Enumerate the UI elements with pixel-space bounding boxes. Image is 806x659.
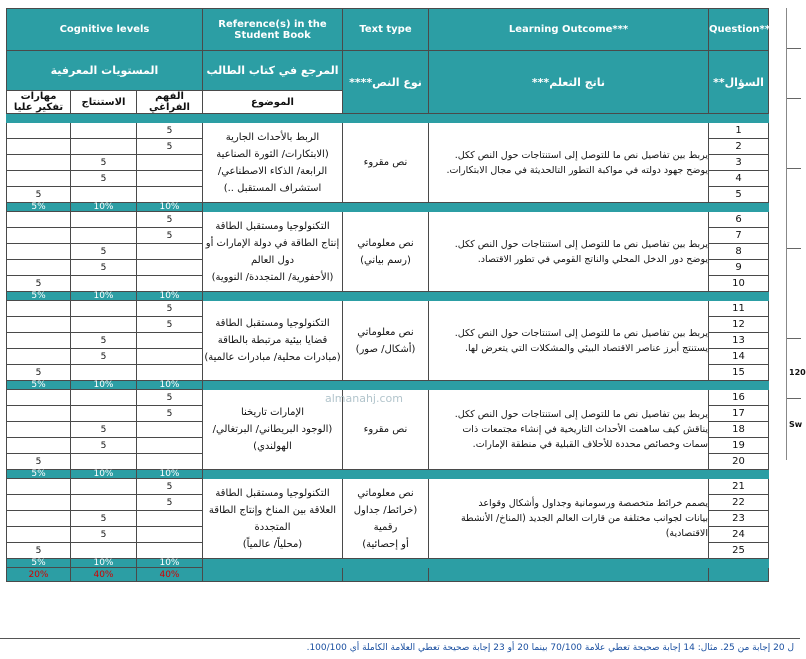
text-type-line: (خرائط/ جداول رقمية xyxy=(353,504,418,533)
inference-score xyxy=(71,317,137,333)
inference-score: 5 xyxy=(71,171,137,187)
inference-score: 5 xyxy=(71,155,137,171)
higher-thinking-score xyxy=(7,511,71,527)
question-number: 22 xyxy=(709,495,769,511)
literal-score xyxy=(137,543,203,559)
band-filler xyxy=(429,470,709,479)
band-filler xyxy=(343,559,429,568)
higher-thinking-score xyxy=(7,406,71,422)
higher-thinking-score xyxy=(7,212,71,228)
outcome-line: يستنتج أبرز عناصر الاقتصاد البيئي والمشكلات التي يتعرض لها. xyxy=(464,342,708,354)
inference-score: 5 xyxy=(71,438,137,454)
text-type-cell xyxy=(343,212,429,292)
higher-thinking-percent: 5% xyxy=(7,292,71,301)
reference-line: (الأحفورية/ المتجددة/ النووية) xyxy=(211,271,334,283)
band-filler xyxy=(203,559,343,568)
higher-thinking-score xyxy=(7,333,71,349)
learning-outcome-cell xyxy=(429,390,709,470)
total-inference: 40% xyxy=(71,568,137,582)
higher-thinking-score xyxy=(7,260,71,276)
band-filler xyxy=(709,470,769,479)
literal-score xyxy=(137,422,203,438)
level-higher-thinking: مهارات تفكير عليا xyxy=(7,91,71,114)
reference-line: (محلياً/ عالمياً) xyxy=(242,538,303,550)
learning-outcome-cell xyxy=(429,212,709,292)
specification-table xyxy=(6,8,769,582)
inference-percent: 10% xyxy=(71,203,137,212)
reference-line: دول العالم xyxy=(250,254,295,266)
question-number: 3 xyxy=(709,155,769,171)
level-literal: الفهم الفراغي xyxy=(137,91,203,114)
inference-score: 5 xyxy=(71,527,137,543)
literal-score xyxy=(137,276,203,292)
question-header-ar: **السؤال xyxy=(709,51,769,114)
higher-thinking-percent: 5% xyxy=(7,203,71,212)
total-literal: 40% xyxy=(137,568,203,582)
totals-row xyxy=(7,568,769,582)
higher-thinking-score xyxy=(7,139,71,155)
band-filler xyxy=(343,470,429,479)
inference-score xyxy=(71,139,137,155)
literal-percent: 10% xyxy=(137,470,203,479)
literal-score xyxy=(137,511,203,527)
higher-thinking-score xyxy=(7,438,71,454)
totals-filler xyxy=(343,568,429,582)
reference-cell xyxy=(203,390,343,470)
question-number: 6 xyxy=(709,212,769,228)
cognitive-levels-header: Cognitive levels xyxy=(7,9,203,51)
outcome-line: يربط بين تفاصيل نص ما للتوصل إلى استنتاجات حول النص ككل. xyxy=(454,149,708,161)
literal-score xyxy=(137,187,203,203)
reference-header: Reference(s) in the Student Book xyxy=(203,9,343,51)
literal-score: 5 xyxy=(137,301,203,317)
higher-thinking-score xyxy=(7,155,71,171)
inference-percent: 10% xyxy=(71,381,137,390)
reference-cell xyxy=(203,479,343,559)
text-type-line: (أشكال/ صور) xyxy=(355,343,416,355)
section-percent-row xyxy=(7,559,769,568)
higher-thinking-score: 5 xyxy=(7,276,71,292)
reference-cell xyxy=(203,301,343,381)
inference-score xyxy=(71,543,137,559)
text-type-line: نص مقروء xyxy=(363,157,408,168)
band-filler xyxy=(343,203,429,212)
text-type-cell xyxy=(343,123,429,203)
section-percent-row xyxy=(7,292,769,301)
question-row xyxy=(7,212,769,228)
band-filler xyxy=(709,292,769,301)
section-percent-row xyxy=(7,470,769,479)
literal-score: 5 xyxy=(137,317,203,333)
reference-line: الربط بالأحداث الجارية xyxy=(225,131,320,143)
learning-outcome-header-ar: ***ناتج التعلم xyxy=(429,51,709,114)
band-filler xyxy=(709,559,769,568)
literal-score: 5 xyxy=(137,406,203,422)
text-type-cell xyxy=(343,479,429,559)
higher-thinking-score: 5 xyxy=(7,365,71,381)
inference-score xyxy=(71,212,137,228)
question-number: 25 xyxy=(709,543,769,559)
literal-score: 5 xyxy=(137,495,203,511)
band-filler xyxy=(203,470,343,479)
higher-thinking-score xyxy=(7,244,71,260)
reference-line: (مبادرات محلية/ مبادرات عالمية) xyxy=(204,352,341,363)
reference-cell xyxy=(203,212,343,292)
totals-filler xyxy=(203,568,343,582)
inference-score xyxy=(71,365,137,381)
literal-score xyxy=(137,349,203,365)
side-label-1: 120 xyxy=(789,368,806,377)
outcome-line: الاقتصادية) xyxy=(665,528,708,539)
text-type-header: Text type xyxy=(343,9,429,51)
literal-score xyxy=(137,438,203,454)
literal-score: 5 xyxy=(137,123,203,139)
higher-thinking-score xyxy=(7,123,71,139)
question-number: 16 xyxy=(709,390,769,406)
literal-score xyxy=(137,260,203,276)
literal-percent: 10% xyxy=(137,203,203,212)
question-number: 24 xyxy=(709,527,769,543)
literal-score xyxy=(137,155,203,171)
outcome-line: بيانات لجوانب مختلفة من قارات العالم الجديد (المناخ/ الأنشطة xyxy=(460,513,708,524)
inference-percent: 10% xyxy=(71,470,137,479)
inference-score xyxy=(71,390,137,406)
literal-percent: 10% xyxy=(137,292,203,301)
question-row xyxy=(7,301,769,317)
inference-score: 5 xyxy=(71,422,137,438)
question-number: 19 xyxy=(709,438,769,454)
literal-score: 5 xyxy=(137,479,203,495)
higher-thinking-percent: 5% xyxy=(7,470,71,479)
reference-line: الرابعة/ الذكاء الاصطناعي/ xyxy=(217,165,328,177)
literal-score xyxy=(137,527,203,543)
question-header: Question** xyxy=(709,9,769,51)
outcome-line: يوضح جهود دولته في مواكبة التطور التالحديثة في مجال الابتكارات. xyxy=(446,164,708,176)
reference-line: الهولندي) xyxy=(253,441,292,452)
higher-thinking-score xyxy=(7,171,71,187)
question-number: 8 xyxy=(709,244,769,260)
outcome-line: يصمم خرائط متخصصة ورسومانية وجداول وأشكال وقواعد xyxy=(478,498,708,509)
learning-outcome-cell xyxy=(429,301,709,381)
literal-score: 5 xyxy=(137,390,203,406)
reference-line: قضايا بيئية مرتبطة بالطاقة xyxy=(217,335,328,346)
question-number: 5 xyxy=(709,187,769,203)
question-number: 23 xyxy=(709,511,769,527)
reference-line: (الوجود البريطاني/ البرتغالي/ xyxy=(212,424,333,435)
reference-line: إنتاج الطاقة في دولة الإمارات أو xyxy=(205,237,340,249)
inference-score xyxy=(71,228,137,244)
question-number: 1 xyxy=(709,123,769,139)
reference-line: (الابتكارات/ الثورة الصناعية xyxy=(216,148,329,160)
question-number: 14 xyxy=(709,349,769,365)
inference-score: 5 xyxy=(71,260,137,276)
band-filler xyxy=(709,203,769,212)
text-type-line: أو إحصائية) xyxy=(362,538,409,550)
section-percent-row xyxy=(7,203,769,212)
reference-line: التكنولوجيا ومستقبل الطاقة xyxy=(215,487,330,499)
literal-percent: 10% xyxy=(137,559,203,568)
inference-score: 5 xyxy=(71,333,137,349)
literal-score: 5 xyxy=(137,212,203,228)
text-type-line: نص معلوماتي xyxy=(357,487,414,499)
question-number: 18 xyxy=(709,422,769,438)
literal-score xyxy=(137,454,203,470)
inference-score xyxy=(71,479,137,495)
band-filler xyxy=(429,292,709,301)
question-number: 21 xyxy=(709,479,769,495)
reference-line: التكنولوجيا ومستقبل الطاقة xyxy=(215,220,330,232)
band-filler xyxy=(709,381,769,390)
band-filler xyxy=(203,381,343,390)
totals-filler xyxy=(709,568,769,582)
question-number: 15 xyxy=(709,365,769,381)
inference-score: 5 xyxy=(71,244,137,260)
side-label-2: Sw xyxy=(789,420,803,429)
inference-score xyxy=(71,187,137,203)
question-number: 13 xyxy=(709,333,769,349)
literal-percent: 10% xyxy=(137,381,203,390)
question-row xyxy=(7,479,769,495)
band-filler xyxy=(343,381,429,390)
question-number: 17 xyxy=(709,406,769,422)
higher-thinking-score xyxy=(7,349,71,365)
footer-text: ل 20 إجابة من 25. مثال: 14 إجابة صحيحة تعطي علامة 70/100 بينما 20 أو 23 إجابة صحيحة تعطي العلامة الكاملة أي 100/100. xyxy=(306,643,794,653)
higher-thinking-score: 5 xyxy=(7,187,71,203)
higher-thinking-score xyxy=(7,495,71,511)
inference-score xyxy=(71,406,137,422)
question-number: 12 xyxy=(709,317,769,333)
inference-percent: 10% xyxy=(71,292,137,301)
higher-thinking-score: 5 xyxy=(7,543,71,559)
higher-thinking-score xyxy=(7,317,71,333)
inference-score: 5 xyxy=(71,349,137,365)
inference-score xyxy=(71,495,137,511)
inference-score xyxy=(71,454,137,470)
outcome-line: يوضح دور الدخل المحلي والناتج القومي في تطور الاقتصاد. xyxy=(477,253,708,265)
inference-score: 5 xyxy=(71,511,137,527)
learning-outcome-cell xyxy=(429,123,709,203)
text-type-line: (رسم بياني) xyxy=(360,254,411,266)
totals-filler xyxy=(429,568,709,582)
inference-score xyxy=(71,276,137,292)
reference-line: استشراف المستقبل ..) xyxy=(223,182,322,194)
band-filler xyxy=(203,203,343,212)
reference-topic-label: الموضوع xyxy=(203,91,343,114)
inference-score xyxy=(71,123,137,139)
reference-line: العلاقة بين المناخ وإنتاج الطاقة xyxy=(208,504,337,516)
learning-outcome-cell xyxy=(429,479,709,559)
reference-line: الإمارات تاريخنا xyxy=(240,407,305,418)
outcome-line: سمات وخصائص محددة للأحلاف القبلية في منطقة الإمارات. xyxy=(472,439,708,450)
literal-score: 5 xyxy=(137,139,203,155)
cognitive-levels-header-ar: المستويات المعرفية xyxy=(7,51,203,91)
band-filler xyxy=(429,559,709,568)
outcome-line: يناقش كيف ساهمت الأحداث التاريخية في إنشاء مجتمعات ذات xyxy=(462,424,708,435)
higher-thinking-score xyxy=(7,479,71,495)
text-type-cell xyxy=(343,301,429,381)
band-filler xyxy=(203,292,343,301)
literal-score xyxy=(137,171,203,187)
header-separator-band xyxy=(7,114,769,123)
reference-line: المتجددة xyxy=(254,521,291,533)
band-filler xyxy=(429,203,709,212)
higher-thinking-score xyxy=(7,301,71,317)
total-higher-thinking: 20% xyxy=(7,568,71,582)
literal-score xyxy=(137,365,203,381)
literal-score xyxy=(137,244,203,260)
reference-line: التكنولوجيا ومستقبل الطاقة xyxy=(215,318,330,329)
outcome-line: يربط بين تفاصيل نص ما للتوصل إلى استنتاجات حول النص ككل. xyxy=(454,409,708,420)
question-row xyxy=(7,123,769,139)
literal-score xyxy=(137,333,203,349)
outcome-line: يربط بين تفاصيل نص ما للتوصل إلى استنتاجات حول النص ككل. xyxy=(454,238,708,250)
band-filler xyxy=(343,292,429,301)
higher-thinking-score xyxy=(7,390,71,406)
text-type-line: نص مقروء xyxy=(363,424,408,435)
higher-thinking-percent: 5% xyxy=(7,381,71,390)
cropped-side-column xyxy=(786,8,806,460)
question-number: 2 xyxy=(709,139,769,155)
text-type-line: نص معلوماتي xyxy=(357,237,414,249)
text-type-line: نص معلوماتي xyxy=(357,326,414,338)
higher-thinking-score xyxy=(7,228,71,244)
question-number: 9 xyxy=(709,260,769,276)
reference-cell xyxy=(203,123,343,203)
inference-percent: 10% xyxy=(71,559,137,568)
question-number: 11 xyxy=(709,301,769,317)
learning-outcome-header: Learning Outcome*** xyxy=(429,9,709,51)
question-number: 10 xyxy=(709,276,769,292)
text-type-header-ar: ****نوع النص xyxy=(343,51,429,114)
watermark-text: almanahj.com xyxy=(325,392,403,405)
inference-score xyxy=(71,301,137,317)
higher-thinking-score: 5 xyxy=(7,454,71,470)
higher-thinking-score xyxy=(7,422,71,438)
section-percent-row xyxy=(7,381,769,390)
outcome-line: يربط بين تفاصيل نص ما للتوصل إلى استنتاجات حول النص ككل. xyxy=(454,327,708,339)
question-number: 7 xyxy=(709,228,769,244)
level-inference: الاستنتاج xyxy=(71,91,137,114)
higher-thinking-percent: 5% xyxy=(7,559,71,568)
reference-header-ar: المرجع في كتاب الطالب xyxy=(203,51,343,91)
literal-score: 5 xyxy=(137,228,203,244)
question-number: 4 xyxy=(709,171,769,187)
question-number: 20 xyxy=(709,454,769,470)
higher-thinking-score xyxy=(7,527,71,543)
band-filler xyxy=(429,381,709,390)
footer-note xyxy=(0,638,800,658)
